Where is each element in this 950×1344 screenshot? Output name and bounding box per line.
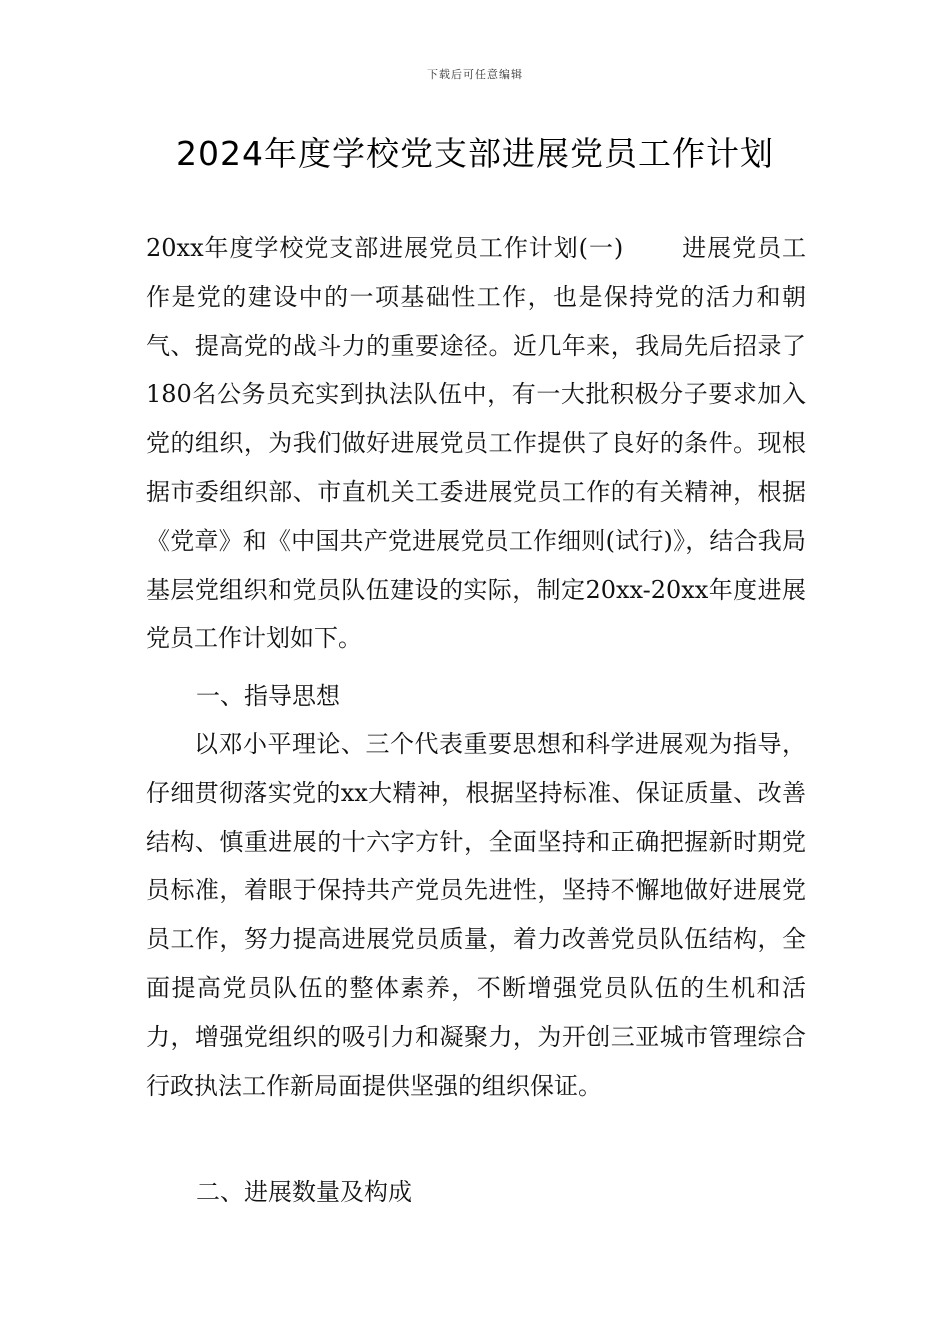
section2-heading: 二、进展数量及构成 xyxy=(196,1178,412,1206)
intro-text: 进展党员工作是党的建设中的一项基础性工作，也是保持党的活力和朝气、提高党的战斗力的重要途径。近几年来，我局先后招录了180名公务员充实到执法队伍中，有一大批积极分子要求加入党的组织，为我们做好进展党员工作提供了良好的条件。现根据市委组织部、市直机关工委进展党员工作的有关精神，根据《党章》和《中国共产党进展党员工作细则(试行)》，结合我局基层党组织和党员队伍建设的实际，制定20xx-20xx年度进展党员工作计划如下。 xyxy=(146,234,807,653)
intro-paragraph xyxy=(146,224,806,663)
document-title: 2024年度学校党支部进展党员工作计划 xyxy=(176,134,774,173)
header-note: 下载后可任意编辑 xyxy=(427,68,523,81)
section1-paragraph: 以邓小平理论、三个代表重要思想和科学进展观为指导，仔细贯彻落实党的xx大精神，根据坚持标准、保证质量、改善结构、慎重进展的十六字方针，全面坚持和正确把握新时期党员标准，着眼于保持共产党员先进性，坚持不懈地做好进展党员工作，努力提高进展党员质量，着力改善党员队伍结构，全面提高党员队伍的整体素养，不断增强党员队伍的生机和活力，增强党组织的吸引力和凝聚力，为开创三亚城市管理综合行政执法工作新局面提供坚强的组织保证。 xyxy=(146,730,806,1100)
section1-heading: 一、指导思想 xyxy=(196,682,340,710)
intro-lead: 20xx年度学校党支部进展党员工作计划(一) xyxy=(146,234,624,262)
